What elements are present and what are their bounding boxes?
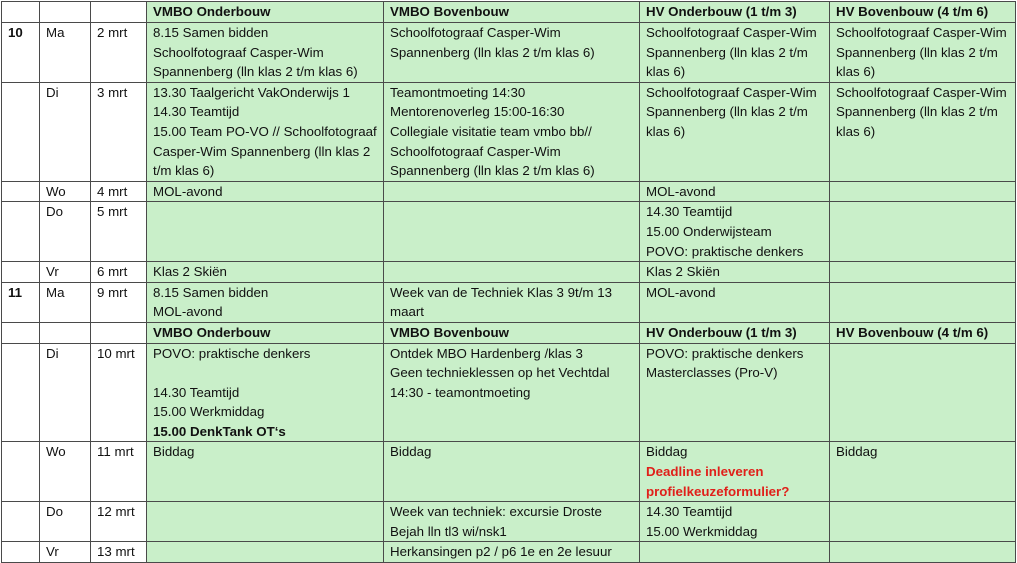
schedule-cell: Schoolfotograaf Casper-Wim Spannenberg (lln klas 2 t/m klas 6)	[640, 82, 830, 181]
schedule-cell: 14.30 Teamtijd 15.00 Onderwijsteam POVO: praktische denkers	[640, 202, 830, 262]
schedule-cell: Biddag	[830, 442, 1016, 502]
table-row	[2, 23, 1016, 83]
schedule-cell	[147, 343, 384, 442]
schedule-cell: Week van de Techniek Klas 3 9t/m 13 maart	[384, 282, 640, 322]
date-cell: 6 mrt	[91, 262, 147, 283]
day-cell: Do	[40, 502, 91, 542]
week-number	[2, 262, 40, 283]
date-cell: 9 mrt	[91, 282, 147, 322]
table-row	[2, 542, 1016, 563]
schedule-text: Biddag	[646, 444, 688, 460]
schedule-cell	[640, 542, 830, 563]
schedule-cell: Schoolfotograaf Casper-Wim Spannenberg (lln klas 2 t/m klas 6)	[640, 23, 830, 83]
table-row	[2, 343, 1016, 442]
date-cell: 5 mrt	[91, 202, 147, 262]
schedule-cell: POVO: praktische denkers Masterclasses (Pro-V)	[640, 343, 830, 442]
day-cell: Di	[40, 82, 91, 181]
schedule-cell: MOL-avond	[640, 282, 830, 322]
column-header: VMBO Bovenbouw	[384, 2, 640, 23]
schedule-cell	[830, 282, 1016, 322]
date-cell: 3 mrt	[91, 82, 147, 181]
header-row	[2, 322, 1016, 343]
schedule-cell	[384, 202, 640, 262]
week-number	[2, 502, 40, 542]
header-row	[2, 2, 1016, 23]
day-cell: Ma	[40, 282, 91, 322]
schedule-cell	[147, 502, 384, 542]
deadline-note: Deadline inleveren profielkeuzeformulier?	[646, 464, 790, 499]
week-number	[2, 202, 40, 262]
table-row	[2, 262, 1016, 283]
schedule-cell	[830, 181, 1016, 202]
schedule-cell	[830, 343, 1016, 442]
week-number: 11	[2, 282, 40, 322]
schedule-cell: Herkansingen p2 / p6 1e en 2e lesuur	[384, 542, 640, 563]
day-cell: Wo	[40, 442, 91, 502]
date-cell: 13 mrt	[91, 542, 147, 563]
day-cell: Do	[40, 202, 91, 262]
schedule-cell: Klas 2 Skiën	[147, 262, 384, 283]
date-cell: 12 mrt	[91, 502, 147, 542]
date-cell: 11 mrt	[91, 442, 147, 502]
column-header: HV Onderbouw (1 t/m 3)	[640, 322, 830, 343]
week-number	[2, 542, 40, 563]
schedule-text-bold: 15.00 DenkTank OT‘s	[153, 423, 286, 439]
week-number: 10	[2, 23, 40, 83]
schedule-table	[1, 1, 1016, 563]
column-header: VMBO Bovenbouw	[384, 322, 640, 343]
schedule-cell	[830, 262, 1016, 283]
schedule-cell: 13.30 Taalgericht VakOnderwijs 1 14.30 Teamtijd 15.00 Team PO-VO // Schoolfotograaf Casper-Wim Spannenberg (lln klas 2 t/m klas 6)	[147, 82, 384, 181]
schedule-cell: Week van techniek: excursie Droste Bejah lln tl3 wi/nsk1	[384, 502, 640, 542]
day-cell: Wo	[40, 181, 91, 202]
schedule-cell	[147, 542, 384, 563]
schedule-cell: Schoolfotograaf Casper-Wim Spannenberg (lln klas 2 t/m klas 6)	[830, 23, 1016, 83]
date-cell: 4 mrt	[91, 181, 147, 202]
schedule-cell	[830, 542, 1016, 563]
day-cell: Vr	[40, 262, 91, 283]
date-cell: 10 mrt	[91, 343, 147, 442]
schedule-cell	[147, 202, 384, 262]
table-row	[2, 82, 1016, 181]
schedule-cell	[830, 502, 1016, 542]
schedule-cell: Schoolfotograaf Casper-Wim Spannenberg (lln klas 2 t/m klas 6)	[384, 23, 640, 83]
schedule-cell: Biddag	[147, 442, 384, 502]
table-row	[2, 282, 1016, 322]
column-header: HV Onderbouw (1 t/m 3)	[640, 2, 830, 23]
schedule-text: POVO: praktische denkers 14.30 Teamtijd 15.00 Werkmiddag	[153, 345, 311, 420]
schedule-cell: 14.30 Teamtijd 15.00 Werkmiddag	[640, 502, 830, 542]
schedule-cell: Schoolfotograaf Casper-Wim Spannenberg (lln klas 2 t/m klas 6)	[830, 82, 1016, 181]
schedule-cell: Biddag	[384, 442, 640, 502]
column-header: HV Bovenbouw (4 t/m 6)	[830, 322, 1016, 343]
day-cell: Vr	[40, 542, 91, 563]
schedule-cell: Ontdek MBO Hardenberg /klas 3 Geen technieklessen op het Vechtdal 14:30 - teamontmoeting	[384, 343, 640, 442]
week-number	[2, 181, 40, 202]
schedule-cell: MOL-avond	[147, 181, 384, 202]
week-number	[2, 343, 40, 442]
week-number	[2, 442, 40, 502]
schedule-cell: Teamontmoeting 14:30 Mentorenoverleg 15:00-16:30 Collegiale visitatie team vmbo bb// Schoolfotograaf Casper-Wim Spannenberg (lln klas 2 t/m klas 6)	[384, 82, 640, 181]
day-cell: Di	[40, 343, 91, 442]
schedule-cell	[384, 181, 640, 202]
schedule-cell: 8.15 Samen bidden MOL-avond	[147, 282, 384, 322]
table-row	[2, 202, 1016, 262]
schedule-cell	[640, 442, 830, 502]
date-cell: 2 mrt	[91, 23, 147, 83]
schedule-cell	[384, 262, 640, 283]
table-row	[2, 502, 1016, 542]
schedule-cell	[830, 202, 1016, 262]
column-header: HV Bovenbouw (4 t/m 6)	[830, 2, 1016, 23]
schedule-cell: Klas 2 Skiën	[640, 262, 830, 283]
schedule-cell: MOL-avond	[640, 181, 830, 202]
column-header: VMBO Onderbouw	[147, 2, 384, 23]
day-cell: Ma	[40, 23, 91, 83]
week-number	[2, 82, 40, 181]
schedule-cell: 8.15 Samen bidden Schoolfotograaf Casper-Wim Spannenberg (lln klas 2 t/m klas 6)	[147, 23, 384, 83]
table-row	[2, 442, 1016, 502]
table-row	[2, 181, 1016, 202]
column-header: VMBO Onderbouw	[147, 322, 384, 343]
